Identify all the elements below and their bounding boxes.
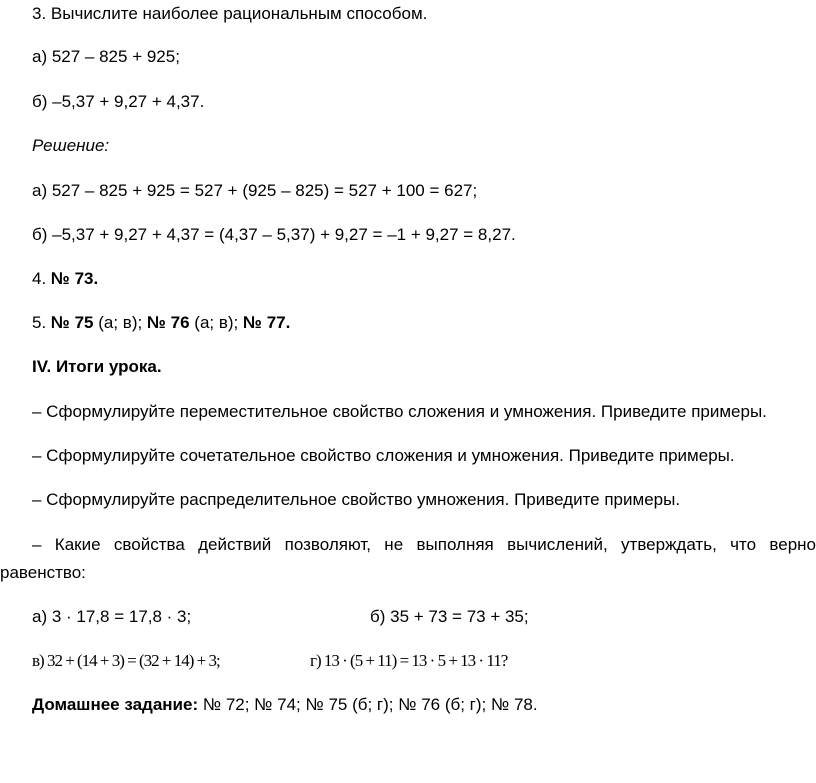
summary-question-4-line1: – Какие свойства действий позволяют, не выполняя вычислений, утверждать, что верно [32,535,816,554]
equality-v: в) 32 + (14 + 3) = (32 + 14) + 3; [32,651,220,670]
equality-a: а) 3 · 17,8 = 17,8 · 3; [32,607,192,626]
task3-title: 3. Вычислите наиболее рациональным способом. [32,4,428,23]
solution-item-b: б) –5,37 + 9,27 + 4,37 = (4,37 – 5,37) + 9,27 = –1 + 9,27 = 8,27. [32,225,516,244]
summary-question-3: – Сформулируйте распределительное свойство умножения. Приведите примеры. [32,490,681,509]
summary-question-2: – Сформулируйте сочетательное свойство сложения и умножения. Приведите примеры. [32,446,735,465]
task5-num: 5. [32,313,47,332]
equality-g-row [310,651,507,671]
task3-item-b: б) –5,37 + 9,27 + 4,37. [32,92,205,111]
homework-label: Домашнее задание: [32,695,199,714]
task5-ref2: № 76 [146,313,190,332]
task5-ref1: № 75 [50,313,94,332]
task4-num: 4. [32,269,47,288]
task4-ref: № 73. [50,269,99,288]
solution-item-a: а) 527 – 825 + 925 = 527 + (925 – 825) = 527 + 100 = 627; [32,181,478,200]
task3-item-a: а) 527 – 825 + 925; [32,47,180,66]
summary-question-4-line2: равенство: [0,563,86,582]
homework-text: № 72; № 74; № 75 (б; г); № 76 (б; г); № 78. [202,695,538,714]
task5-part1: (а; в); [98,313,143,332]
task5-ref3: № 77. [243,313,291,332]
summary-question-1: – Сформулируйте переместительное свойство сложения и умножения. Приведите примеры. [32,402,767,421]
task4 [32,269,98,289]
summary-heading: IV. Итоги урока. [32,357,162,376]
equality-v-row [32,651,220,671]
equality-g: г) 13 · (5 + 11) = 13 · 5 + 13 · 11? [310,651,508,670]
solution-label: Решение: [32,136,110,155]
task5 [32,313,290,333]
equality-b: б) 35 + 73 = 73 + 35; [370,607,529,626]
homework [32,695,538,715]
task5-part2: (а; в); [194,313,239,332]
